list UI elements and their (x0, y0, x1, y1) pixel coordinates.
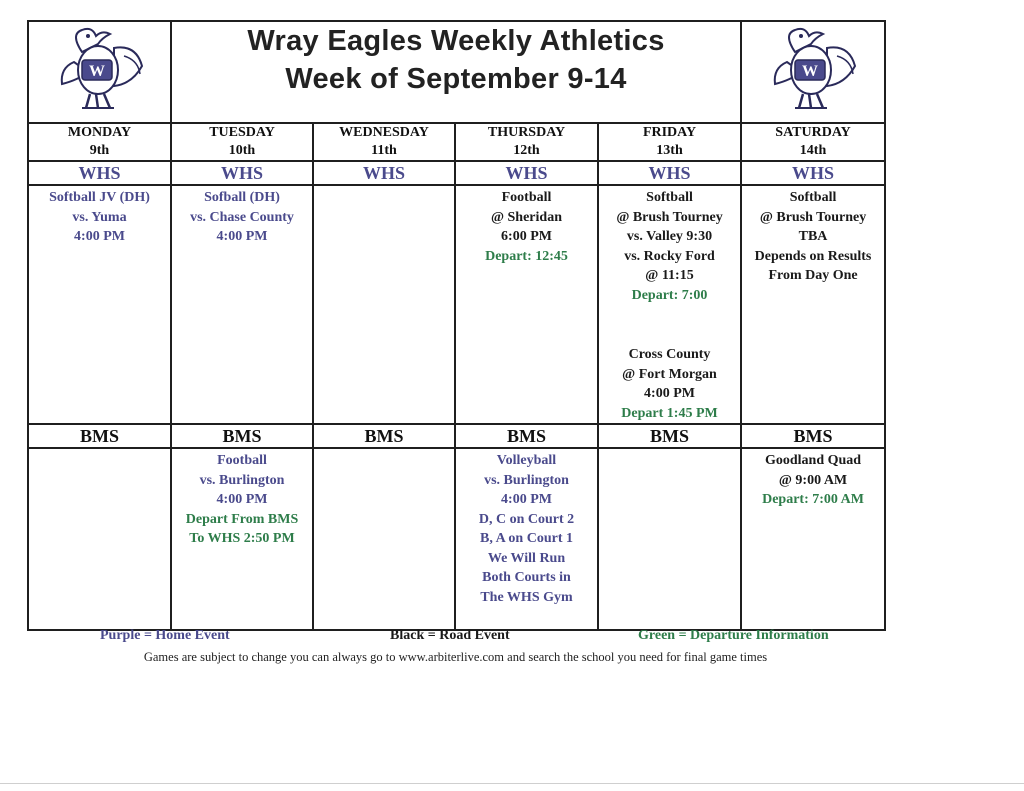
bms-events-row (28, 448, 885, 630)
logo-cell-left (28, 21, 171, 123)
bms-label: BMS (171, 424, 313, 448)
event-block: Softball @ Brush Tourney TBA Depends on Results From Day One (754, 190, 872, 283)
departure-info: Depart: 7:00 AM (762, 492, 864, 507)
whs-label: WHS (171, 161, 313, 185)
eagle-logo-icon (765, 22, 861, 114)
whs-label-row (28, 161, 885, 185)
day-header-wednesday: WEDNESDAY 11th (313, 123, 455, 161)
day-header-tuesday: TUESDAY 10th (171, 123, 313, 161)
event-block: Sofball (DH) vs. Chase County 4:00 PM (190, 190, 294, 244)
event-block: Softball @ Brush Tourney vs. Valley 9:30 vs. Rocky Ford @ 11:15 Depart: 7:00 Cross County @ Fort Morgan 4:00 PM Depart 1:45 PM (599, 186, 740, 423)
departure-info: Depart From BMS (185, 511, 299, 527)
whs-events-row (28, 185, 885, 424)
bms-thursday-cell (455, 448, 598, 630)
whs-monday-cell (28, 185, 171, 424)
title-cell (171, 21, 741, 123)
schedule-table (27, 20, 886, 631)
bms-tuesday-cell (171, 448, 313, 630)
bms-wednesday-cell (313, 448, 455, 630)
whs-wednesday-cell (313, 185, 455, 424)
event-block: Football vs. Burlington 4:00 PM Depart From BMS To WHS 2:50 PM (172, 449, 312, 549)
whs-label: WHS (741, 161, 885, 185)
spacer (599, 305, 740, 345)
event-block: Football @ Sheridan 6:00 PM Depart: 12:45 (456, 186, 597, 266)
bms-monday-cell (28, 448, 171, 630)
whs-saturday-cell (741, 185, 885, 424)
day-header-saturday: SATURDAY 14th (741, 123, 885, 161)
bms-friday-cell (598, 448, 741, 630)
bms-saturday-cell (741, 448, 885, 630)
departure-info: To WHS 2:50 PM (189, 531, 295, 546)
color-legend (27, 628, 884, 646)
eagle-logo-icon (52, 22, 148, 114)
departure-info: Depart: 12:45 (485, 248, 568, 264)
bms-label: BMS (741, 424, 885, 448)
bms-label: BMS (28, 424, 171, 448)
legend-departure: Green = Departure Information (638, 628, 829, 643)
legend-road: Black = Road Event (390, 628, 510, 643)
day-header-monday: MONDAY 9th (28, 123, 171, 161)
page-edge-line (0, 783, 1024, 784)
departure-info: Depart: 7:00 (631, 287, 708, 303)
day-header-friday: FRIDAY 13th (598, 123, 741, 161)
event-block: Volleyball vs. Burlington 4:00 PM D, C on Court 2 B, A on Court 1 We Will Run Both Courts in The WHS Gym (478, 453, 575, 605)
disclaimer-note: Games are subject to change you can always go to www.arbiterlive.com and search the school you need for final game times (143, 650, 768, 664)
page-subtitle: Week of September 9-14 (285, 63, 627, 95)
bms-label: BMS (598, 424, 741, 448)
whs-label: WHS (598, 161, 741, 185)
whs-tuesday-cell (171, 185, 313, 424)
logo-cell-right (741, 21, 885, 123)
header-row (28, 21, 885, 123)
event-block: Goodland Quad @ 9:00 AM Depart: 7:00 AM (742, 449, 884, 510)
bms-label: BMS (455, 424, 598, 448)
svg-text:W: W (802, 63, 819, 80)
svg-text:W: W (88, 63, 105, 80)
page-title: Wray Eagles Weekly Athletics (247, 25, 665, 57)
whs-label: WHS (28, 161, 171, 185)
whs-label: WHS (313, 161, 455, 185)
legend-home: Purple = Home Event (100, 628, 230, 643)
whs-friday-cell (598, 185, 741, 424)
day-header-thursday: THURSDAY 12th (455, 123, 598, 161)
bms-label-row (28, 424, 885, 448)
bms-label: BMS (313, 424, 455, 448)
whs-label: WHS (455, 161, 598, 185)
event-block: Softball JV (DH) vs. Yuma 4:00 PM (49, 190, 150, 244)
whs-thursday-cell (455, 185, 598, 424)
departure-info: Depart 1:45 PM (621, 405, 718, 421)
day-header-row (28, 123, 885, 161)
schedule-sheet (27, 20, 884, 631)
